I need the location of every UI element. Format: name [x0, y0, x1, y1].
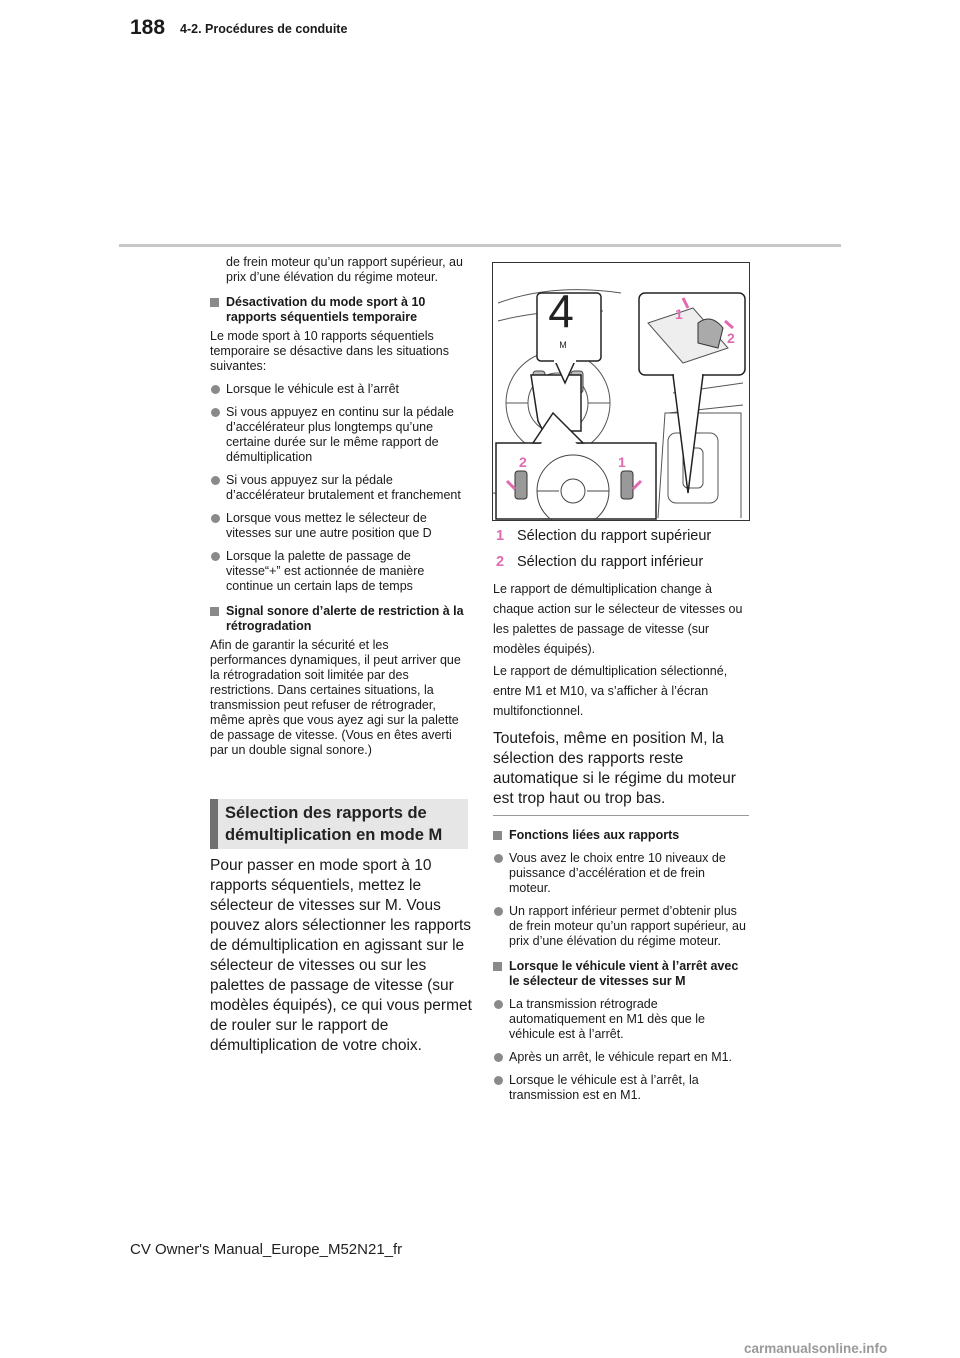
right-column	[493, 527, 749, 809]
circle-bullet-icon	[211, 408, 220, 417]
gear-change-text: Le rapport de démultiplication change à chaque action sur le sélecteur de vitesses ou les palettes de passage de vitesse (sur modèles équipés).	[493, 582, 743, 656]
warning-text: Afin de garantir la sécurité et les performances dynamiques, il peut arriver que la rétrogradation soit limitée par des restrictions. Dans certaines situations, la transmission peut refuser de rétrograder, même après que vous ayez agi sur la palette de passage de vitesse. (Vous en êtes averti par un double signal sonore.)	[210, 638, 461, 757]
square-bullet-icon	[210, 607, 219, 616]
display-text: Le rapport de démultiplication sélectionné, entre M1 et M10, va s’afficher à l’écran multifonctionnel.	[493, 664, 728, 718]
list-item: 2 Sélection du rapport inférieur	[496, 554, 704, 570]
subheading-warning: Signal sonore d’alerte de restriction à la rétrogradation	[210, 604, 468, 634]
divider	[493, 815, 749, 816]
display-mode: M	[559, 340, 567, 350]
circle-bullet-icon	[211, 514, 220, 523]
circle-bullet-icon	[494, 854, 503, 863]
list-item: Lorsque le véhicule est à l’arrêt	[210, 382, 468, 397]
cockpit-drawing	[493, 263, 749, 520]
subheading-stop: Lorsque le véhicule vient à l’arrêt avec le sélecteur de vitesses sur M	[493, 959, 749, 989]
circle-bullet-icon	[494, 907, 503, 916]
list-item: Vous avez le choix entre 10 niveaux de puissance d’accélération et de frein moteur.	[493, 851, 749, 896]
callout-2-upper: 2	[727, 330, 735, 346]
section-heading-text: Sélection des rapports de démultiplication en mode M	[225, 804, 443, 844]
list-item: La transmission rétrograde automatiquement en M1 dès que le véhicule est à l’arrêt.	[493, 997, 749, 1042]
circle-bullet-icon	[211, 385, 220, 394]
heading-bar	[210, 799, 218, 849]
list-item: 1 Sélection du rapport supérieur	[496, 528, 712, 544]
square-bullet-icon	[493, 831, 502, 840]
circle-bullet-icon	[211, 552, 220, 561]
square-bullet-icon	[493, 962, 502, 971]
section-heading	[210, 799, 468, 849]
square-bullet-icon	[210, 298, 219, 307]
shift-illustration	[492, 262, 750, 521]
watermark: carmanualsonline.info	[744, 1341, 888, 1356]
callout-1-lower: 1	[618, 454, 626, 470]
list-item: Après un arrêt, le véhicule repart en M1.	[493, 1050, 749, 1065]
list-item: Lorsque le véhicule est à l’arrêt, la transmission est en M1.	[493, 1073, 749, 1103]
body-text-large: Pour passer en mode sport à 10 rapports séquentiels, mettez le sélecteur de vitesses sur M. Vous pouvez alors sélectionner les rapports de démultiplication en agissant sur le sélecteur de vitesses ou sur les palettes de passage de vitesse (sur modèles équipés), ce qui vous permet de rouler sur le rapport de démultiplication de votre choix.	[210, 857, 472, 1054]
header-rule	[119, 244, 841, 247]
callout-2-lower: 2	[519, 454, 527, 470]
right-column-lower	[493, 818, 749, 1111]
section-title: 4-2. Procédures de conduite	[180, 22, 348, 36]
circle-bullet-icon	[494, 1000, 503, 1009]
manual-footer: CV Owner's Manual_Europe_M52N21_fr	[130, 1241, 403, 1258]
left-column	[210, 255, 468, 764]
circle-bullet-icon	[494, 1076, 503, 1085]
display-digit: 4	[548, 285, 574, 337]
subheading-functions: Fonctions liées aux rapports	[493, 828, 749, 843]
list-item: Si vous appuyez sur la pédale d’accélérateur brutalement et franchement	[210, 473, 468, 503]
deactivation-text: Le mode sport à 10 rapports séquentiels temporaire se désactive dans les situations suivantes:	[210, 329, 450, 373]
subheading-deactivation: Désactivation du mode sport à 10 rapports séquentiels temporaire	[210, 295, 468, 325]
list-item: Lorsque la palette de passage de vitesse“+” est actionnée de manière continue un certain laps de temps	[210, 549, 468, 594]
intro-text: de frein moteur qu’un rapport supérieur, au prix d’une élévation du régime moteur.	[226, 255, 463, 284]
list-item: Un rapport inférieur permet d’obtenir plus de frein moteur qu’un rapport supérieur, au prix d’une élévation du régime moteur.	[493, 904, 749, 949]
list-item: Si vous appuyez en continu sur la pédale d’accélérateur plus longtemps qu’une certaine durée sur le même rapport de démultiplication	[210, 405, 468, 465]
callout-1-upper: 1	[675, 306, 683, 322]
circle-bullet-icon	[494, 1053, 503, 1062]
page-number: 188	[130, 16, 166, 39]
automatic-text: Toutefois, même en position M, la sélection des rapports reste automatique si le régime du moteur est trop haut ou trop bas.	[493, 730, 736, 807]
circle-bullet-icon	[211, 476, 220, 485]
list-item: Lorsque vous mettez le sélecteur de vitesses sur une autre position que D	[210, 511, 468, 541]
